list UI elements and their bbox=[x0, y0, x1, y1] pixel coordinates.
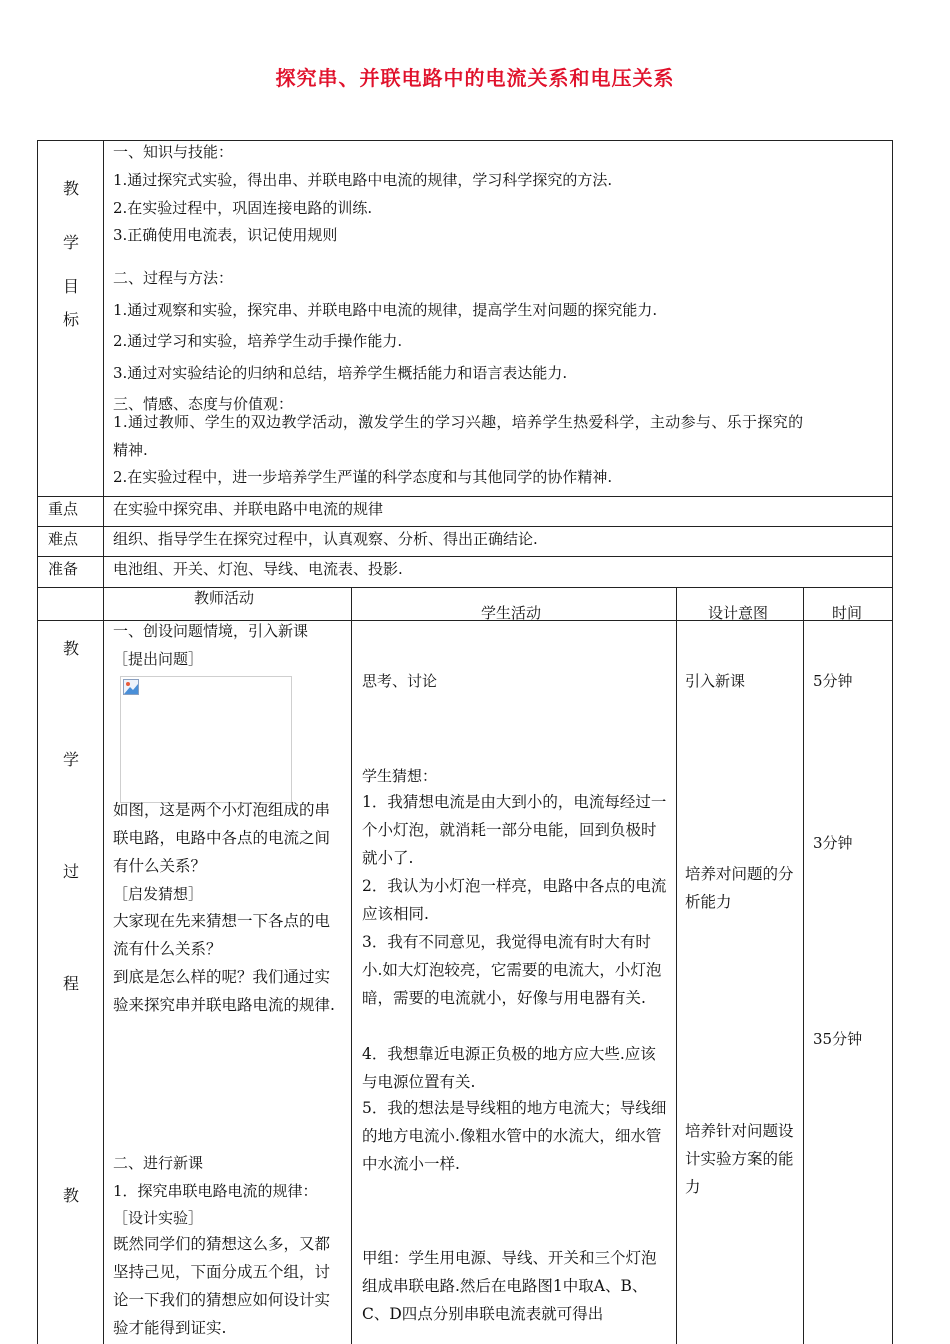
difficulty-label: 难点 bbox=[48, 530, 79, 548]
header-design-intent: 设计意图 bbox=[708, 604, 769, 622]
student-guess: 5．我的想法是导线粗的地方电流大；导线细的地方电流小.像粗水管中的水流大，细水管中水流小一样. bbox=[362, 1099, 667, 1173]
objective-line: 三、情感、态度与价值观： bbox=[113, 395, 294, 413]
preparation-text: 电池组、开关、灯泡、导线、电流表、投影. bbox=[113, 560, 403, 578]
teacher-tag: ［提出问题］ bbox=[113, 650, 204, 668]
teacher-section-title: 二、进行新课 bbox=[113, 1154, 204, 1172]
circuit-diagram-placeholder bbox=[120, 676, 292, 803]
teacher-subtitle: 1．探究串联电路电流的规律： bbox=[113, 1182, 318, 1200]
design-text: 引入新课 bbox=[685, 672, 746, 690]
objective-line: 1.通过探究式实验，得出串、并联电路中电流的规律，学习科学探究的方法. bbox=[113, 171, 613, 189]
teacher-tag: ［启发猜想］ bbox=[113, 885, 204, 903]
teacher-text: 既然同学们的猜想这么多，又都坚持己见，下面分成五个组，讨论一下我们的猜想应如何设计实验才能得到证实. bbox=[113, 1235, 331, 1337]
student-text: 甲组：学生用电源、导线、开关和三个灯泡组成串联电路.然后在电路图1中取A、B、C、D四点分别串联电流表就可得出 bbox=[362, 1249, 657, 1323]
difficulty-text: 组织、指导学生在探究过程中，认真观察、分析、得出正确结论. bbox=[113, 530, 538, 548]
teacher-text: 到底是怎么样的呢？我们通过实验来探究串并联电路电流的规律. bbox=[113, 968, 335, 1014]
preparation-label: 准备 bbox=[48, 560, 79, 578]
teacher-tag: ［设计实验］ bbox=[113, 1209, 204, 1227]
student-guess: 2．我认为小灯泡一样亮，电路中各点的电流应该相同. bbox=[362, 877, 667, 923]
key-point-text: 在实验中探究串、并联电路中电流的规律 bbox=[113, 500, 384, 518]
objective-line: 精神. bbox=[113, 441, 148, 459]
objective-line: 2.在实验过程中，巩固连接电路的训练. bbox=[113, 199, 373, 217]
objective-line: 2.通过学习和实验，培养学生动手操作能力. bbox=[113, 332, 403, 350]
header-teacher-activity: 教师活动 bbox=[194, 589, 255, 607]
student-guess: 4．我想靠近电源正负极的地方应大些.应该与电源位置有关. bbox=[362, 1045, 656, 1091]
broken-image-icon bbox=[123, 679, 139, 695]
objective-line: 一、知识与技能： bbox=[113, 143, 234, 161]
objective-line: 1.通过教师、学生的双边教学活动，激发学生的学习兴趣，培养学生热爱科学，主动参与、乐于探究的 bbox=[113, 413, 804, 431]
objective-line: 二、过程与方法： bbox=[113, 269, 234, 287]
teacher-text: 大家现在先来猜想一下各点的电流有什么关系？ bbox=[113, 912, 331, 958]
objective-line: 2.在实验过程中，进一步培养学生严谨的科学态度和与其他同学的协作精神. bbox=[113, 468, 613, 486]
design-text: 培养对问题的分析能力 bbox=[685, 865, 794, 911]
teacher-section-title: 一、创设问题情境，引入新课 bbox=[113, 622, 309, 640]
student-text: 思考、讨论 bbox=[362, 672, 438, 690]
key-point-label: 重点 bbox=[48, 500, 79, 518]
time-value: 5分钟 bbox=[813, 672, 853, 690]
header-student-activity: 学生活动 bbox=[481, 604, 542, 622]
objective-line: 3.正确使用电流表，识记使用规则 bbox=[113, 226, 338, 244]
document-title: 探究串、并联电路中的电流关系和电压关系 bbox=[275, 66, 675, 90]
teacher-text: 如图，这是两个小灯泡组成的串联电路，电路中各点的电流之间有什么关系？ bbox=[113, 801, 331, 875]
student-guess: 3．我有不同意见，我觉得电流有时大有时小.如大灯泡较亮，它需要的电流大，小灯泡暗，需要的电流就小，好像与用电器有关. bbox=[362, 933, 662, 1007]
student-text: 学生猜想： bbox=[362, 767, 438, 785]
time-value: 3分钟 bbox=[813, 834, 853, 852]
student-guess: 1．我猜想电流是由大到小的，电流每经过一个小灯泡，就消耗一部分电能，回到负极时就小了. bbox=[362, 793, 667, 867]
objective-line: 3.通过对实验结论的归纳和总结，培养学生概括能力和语言表达能力. bbox=[113, 364, 568, 382]
objective-line: 1.通过观察和实验，探究串、并联电路中电流的规律，提高学生对问题的探究能力. bbox=[113, 301, 658, 319]
header-time: 时间 bbox=[832, 604, 863, 622]
time-value: 35分钟 bbox=[813, 1030, 863, 1048]
design-text: 培养针对问题设计实验方案的能力 bbox=[685, 1122, 794, 1196]
